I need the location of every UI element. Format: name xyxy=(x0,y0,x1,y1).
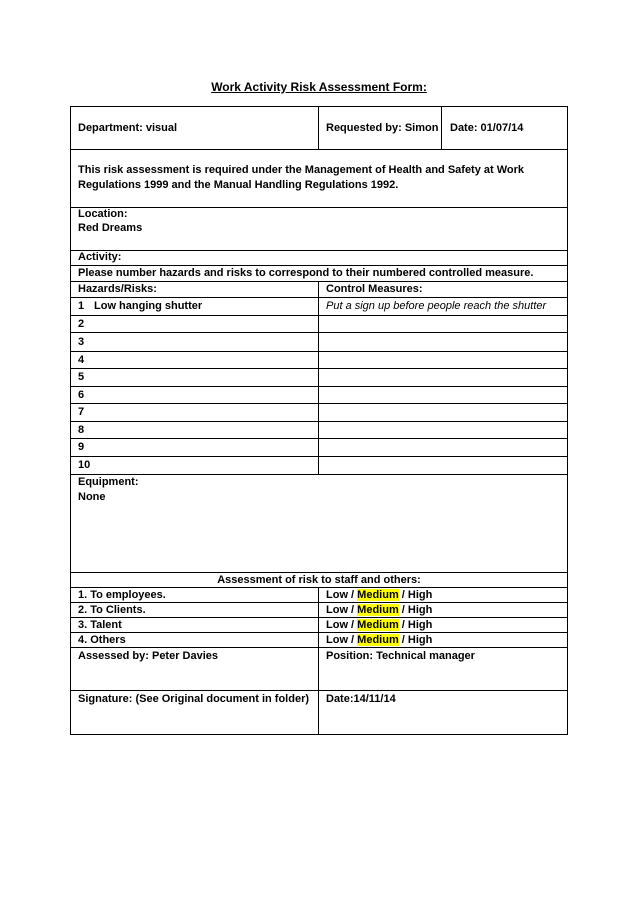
hazard-cell-row-8 xyxy=(70,421,319,439)
separator xyxy=(318,281,319,474)
risk-medium-highlighted: Medium xyxy=(357,604,399,616)
hazard-cell-row-10 xyxy=(70,456,319,475)
risk-medium-highlighted: Medium xyxy=(357,589,399,601)
hazard-num: 6 xyxy=(78,389,85,401)
equipment-value: None xyxy=(78,491,106,503)
hazard-cell-row-4 xyxy=(70,351,319,369)
risk-high: / High xyxy=(401,619,433,631)
risk-level xyxy=(326,603,432,618)
location-label: Location: xyxy=(78,208,128,220)
hazard-num: 9 xyxy=(78,441,85,453)
controls-header: Control Measures: xyxy=(326,283,423,295)
separator xyxy=(70,632,568,633)
risk-low: Low / xyxy=(326,604,355,616)
intro-text: This risk assessment is required under the Management of Health and Safety at Work Regulations 1999 and the Manual Handling Regulations 1992. xyxy=(78,164,525,191)
control-cell-row-8 xyxy=(318,421,568,439)
location-value: Red Dreams xyxy=(78,222,143,234)
control-cell-row-2 xyxy=(318,315,568,333)
risk-level xyxy=(326,618,432,633)
hazards-header: Hazards/Risks: xyxy=(78,283,157,295)
activity-instruction: Please number hazards and risks to correspond to their numbered controlled measure. xyxy=(78,267,534,279)
control-text: Put a sign up before people reach the shutter xyxy=(326,300,547,312)
assessed-by: Assessed by: Peter Davies xyxy=(78,650,219,662)
separator xyxy=(70,297,568,298)
date-field: Date: 01/07/14 xyxy=(450,122,524,134)
hazard-num: 4 xyxy=(78,354,85,366)
hazard-num: 2 xyxy=(78,318,85,330)
activity-label: Activity: xyxy=(78,251,122,263)
risk-low: Low / xyxy=(326,619,355,631)
risk-high: / High xyxy=(401,604,433,616)
separator xyxy=(318,106,319,149)
control-cell-row-10 xyxy=(318,456,568,475)
position: Position: Technical manager xyxy=(326,650,475,662)
assessment-heading: Assessment of risk to staff and others: xyxy=(217,574,421,586)
separator xyxy=(70,690,568,691)
requested-by-field: Requested by: Simon xyxy=(326,122,439,134)
form-title: Work Activity Risk Assessment Form: xyxy=(211,80,427,94)
equipment-label: Equipment: xyxy=(78,476,139,488)
risk-level xyxy=(326,588,432,603)
risk-low: Low / xyxy=(326,634,355,646)
hazard-num: 8 xyxy=(78,424,85,436)
hazard-num: 10 xyxy=(78,459,91,471)
separator xyxy=(70,207,568,208)
risk-low: Low / xyxy=(326,589,355,601)
risk-high: / High xyxy=(401,634,433,646)
risk-medium-highlighted: Medium xyxy=(357,619,399,631)
separator xyxy=(70,647,568,648)
risk-medium-highlighted: Medium xyxy=(357,634,399,646)
assessment-who: 2. To Clients. xyxy=(78,604,146,616)
risk-level xyxy=(326,633,432,648)
separator xyxy=(70,149,568,150)
control-cell-row-4 xyxy=(318,351,568,369)
assessment-who: 4. Others xyxy=(78,634,126,646)
hazard-num: 3 xyxy=(78,336,85,348)
assessment-who: 3. Talent xyxy=(78,619,122,631)
control-cell-row-6 xyxy=(318,386,568,404)
separator xyxy=(318,587,319,735)
hazard-num: 7 xyxy=(78,406,85,418)
assessment-who: 1. To employees. xyxy=(78,589,166,601)
separator xyxy=(441,106,442,149)
department-field: Department: visual xyxy=(78,122,178,134)
hazard-cell-row-2 xyxy=(70,315,319,333)
hazard-num: 5 xyxy=(78,371,85,383)
signature: Signature: (See Original document in folder) xyxy=(78,693,310,705)
hazard-cell-row-6 xyxy=(70,386,319,404)
signature-date: Date:14/11/14 xyxy=(326,693,396,705)
separator xyxy=(70,250,568,251)
risk-high: / High xyxy=(401,589,433,601)
hazard-text: Low hanging shutter xyxy=(94,300,203,312)
hazard-num: 1 xyxy=(78,300,85,312)
